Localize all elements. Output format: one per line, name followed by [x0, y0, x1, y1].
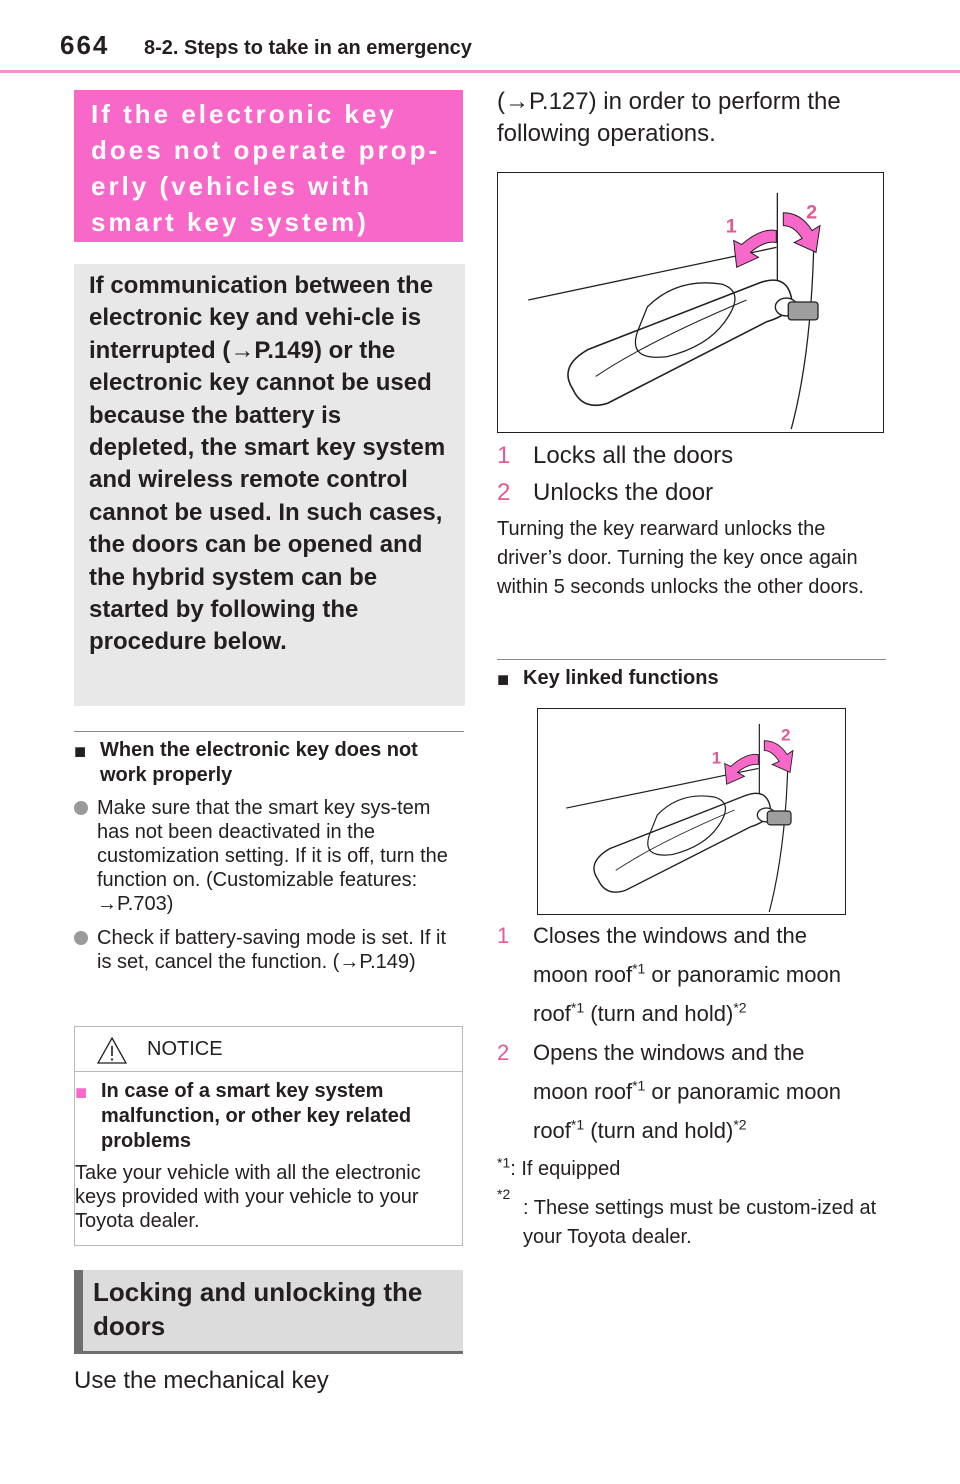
grey-heading-box — [74, 1270, 463, 1354]
notice-text: Take your vehicle with all the electronic keys provided with your vehicle to your Toyota dealer. — [75, 1162, 421, 1232]
door-edge-curve — [791, 233, 814, 429]
bullet-text: Check if battery-saving mode is set. If it is set, cancel the function. (→P.149) — [97, 927, 447, 973]
divider — [497, 659, 886, 660]
sub-heading-electronic-key — [74, 738, 464, 788]
section-title: 8-2. Steps to take in an emergency — [144, 37, 472, 59]
sub-heading-text: Key linked functions — [523, 667, 719, 689]
list-item — [497, 437, 897, 474]
notice-box — [74, 1026, 463, 1246]
door-handle-figure-1 — [497, 172, 884, 433]
sub-heading-text: When the electronic key does not work properly — [100, 739, 418, 786]
step-line: Opens the windows and the — [533, 1040, 805, 1065]
door-handle-shape — [568, 280, 792, 405]
step-number: 2 — [497, 479, 511, 506]
square-bullet-icon: ■ — [74, 741, 87, 763]
step-line: moon roof$^{*1}$ or panoramic moon — [533, 960, 841, 987]
notice-label: NOTICE — [147, 1038, 223, 1060]
key-head — [788, 302, 818, 320]
warning-icon — [97, 1037, 127, 1064]
list-item — [497, 474, 897, 511]
intro-box — [74, 264, 465, 706]
footnote-mark: *1 — [497, 1154, 511, 1171]
door-handle-shape — [594, 793, 770, 892]
footnote: *2 : These settings must be custom-ized at your Toyota dealer. — [497, 1186, 877, 1248]
step-text: Unlocks the door — [533, 479, 714, 506]
divider — [74, 731, 464, 732]
list-item — [497, 1033, 897, 1150]
figure-label-2: 2 — [781, 725, 791, 745]
square-bullet-icon: ■ — [497, 669, 510, 691]
note-text: Turning the key rearward unlocks the driver’s door. Turning the key once again within 5 seconds unlocks the other doors. — [497, 518, 864, 598]
intro-text: If communication between the electronic key and vehi-cle is interrupted (→P.149) or the electronic key cannot be used because the battery is depleted, the smart key system and wireless remote control cannot be used. In such cases, the doors can be opened and the hybrid system can be started by following the procedure below. — [89, 272, 446, 656]
bullet-dot-icon — [74, 801, 88, 815]
bullet-text: Make sure that the smart key sys-tem has not been deactivated in the customization setting. If it is off, turn the function on. (Customizable features: →P.703) — [97, 797, 448, 915]
bullet-list — [74, 796, 466, 974]
step-line: Closes the windows and the — [533, 923, 807, 948]
square-bullet-icon: ■ — [75, 1082, 88, 1104]
footnotes — [497, 1155, 887, 1252]
steps-list-2 — [497, 916, 897, 1150]
list-item — [497, 916, 897, 1033]
figure-label-1: 1 — [725, 215, 737, 238]
sub-heading-key-linked — [497, 666, 887, 691]
step-number: 2 — [497, 1040, 510, 1065]
door-edge-curve — [769, 757, 788, 912]
arrow-open-icon — [764, 741, 793, 773]
bullet-dot-icon — [74, 931, 88, 945]
figure-label-1: 1 — [711, 748, 722, 768]
step-line: moon roof$^{*1}$ or panoramic moon — [533, 1077, 841, 1104]
figure-label-2: 2 — [806, 201, 818, 224]
notice-heading — [75, 1079, 455, 1154]
page-number: 664 — [60, 30, 110, 60]
key-head — [767, 811, 791, 825]
notice-heading-text: In case of a smart key system malfunction, or other key related problems — [101, 1080, 412, 1152]
step-line: roof$^{*1}$ (turn and hold)$^{*2}$ — [533, 999, 747, 1026]
footnote — [497, 1155, 887, 1184]
step-text: Locks all the doors — [533, 442, 734, 469]
header-divider — [0, 70, 960, 73]
footnote-text: : If equipped — [510, 1158, 621, 1180]
step-number: 1 — [497, 442, 511, 469]
notice-header — [75, 1027, 462, 1072]
door-handle-figure-2 — [537, 708, 846, 915]
body-start-text: Use the mechanical key — [74, 1367, 329, 1394]
grey-heading-text: Locking and unlocking the doors — [93, 1277, 423, 1341]
pink-title-text: If the electronic key does not operate prop-erly (vehicles with smart key system) — [91, 99, 441, 237]
body-cont-text: (→P.127) in order to perform the following operations. — [497, 88, 841, 147]
list-item — [74, 796, 466, 916]
step-number: 1 — [497, 923, 510, 948]
steps-list-1 — [497, 437, 897, 511]
pink-title-box — [74, 90, 463, 242]
list-item — [74, 926, 466, 974]
footnote-text: : These settings must be custom-ized at your Toyota dealer. — [523, 1197, 877, 1248]
step-line: roof$^{*1}$ (turn and hold)$^{*2}$ — [533, 1116, 747, 1143]
